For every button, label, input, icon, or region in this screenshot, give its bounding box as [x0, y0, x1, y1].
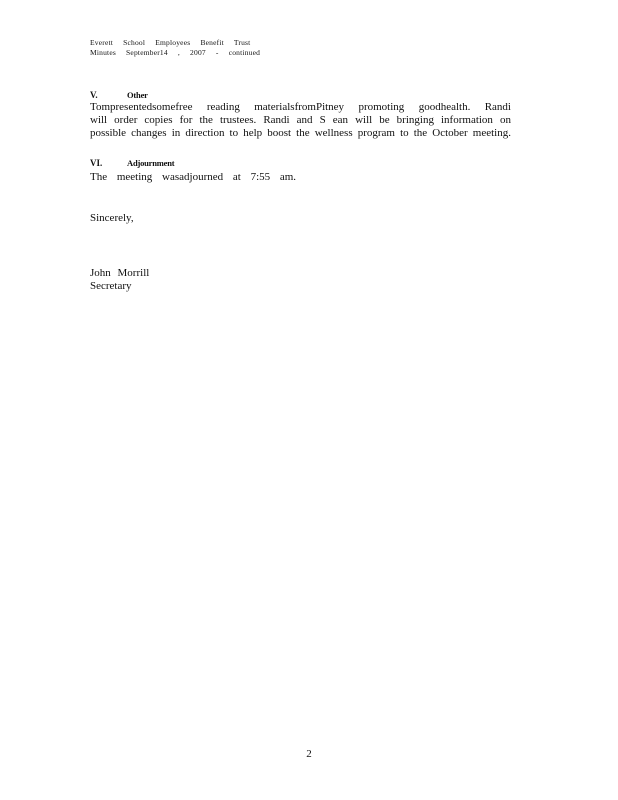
body-line: Tompresentedsomefree reading materialsfromPitney promoting goodhealth. Randi [90, 101, 511, 113]
section-body-adjournment [90, 171, 511, 184]
body-line: will order copies for the trustees. Randi and S ean will be bringing information on [90, 114, 511, 126]
section-heading-adjournment [90, 158, 174, 169]
signer-name: John Morrill [90, 267, 150, 279]
section-title: Other [127, 90, 148, 100]
closing: Sincerely, [90, 212, 134, 224]
header-line-2: Minutes September14 , 2007 - continued [90, 48, 261, 57]
header-line-1: Everett School Employees Benefit Trust [90, 38, 251, 47]
section-number: VI. [90, 158, 103, 168]
body-line: The meeting wasadjourned at 7:55 am. [90, 171, 297, 183]
section-body-other [90, 101, 511, 140]
signer-title: Secretary [90, 280, 132, 292]
running-header [90, 38, 260, 58]
section-title: Adjournment [127, 158, 175, 168]
page-number: 2 [306, 748, 312, 760]
body-line: possible changes in direction to help boost the wellness program to the October meeting. [90, 127, 511, 139]
section-heading-other [90, 90, 148, 101]
signature-block [90, 267, 149, 293]
section-number: V. [90, 90, 98, 100]
